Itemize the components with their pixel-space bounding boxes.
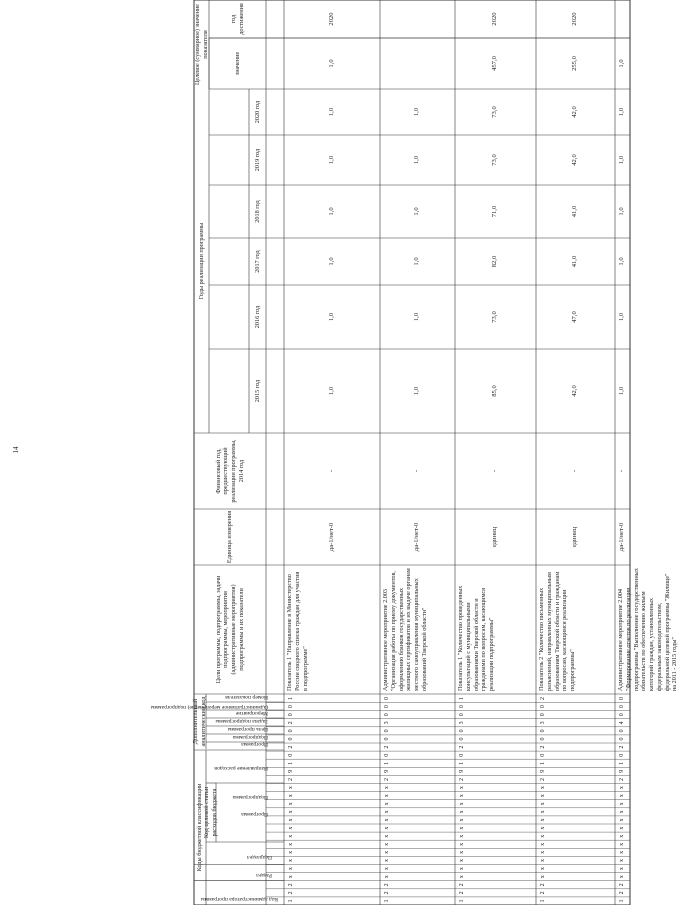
code-digit: x — [619, 842, 625, 846]
code-digit: 2 — [459, 891, 465, 895]
code-digit: 0 — [384, 737, 390, 741]
code-digit: 2 — [540, 745, 546, 749]
row-year-value: 1,0 — [413, 386, 421, 396]
header-budget-codes: Коды бюджетной классификации — [196, 783, 204, 872]
code-digit: 0 — [288, 753, 294, 757]
code-digit: x — [288, 850, 294, 854]
code-digit: x — [384, 802, 390, 806]
header-years-group: Годы реализации программы — [197, 222, 205, 300]
row-year-value: 1,0 — [413, 207, 421, 216]
header-target-article: Код целевой статьи расходов бюджета — [203, 786, 218, 839]
code-digit: x — [540, 834, 546, 838]
code-digit: x — [540, 875, 546, 879]
code-digit: x — [619, 802, 625, 806]
row-year-value: 85,0 — [491, 385, 499, 397]
code-digit: x — [288, 818, 294, 822]
code-digit: x — [540, 859, 546, 862]
code-digit: x — [619, 867, 625, 871]
code-digit: x — [459, 794, 465, 798]
code-digit: 0 — [619, 729, 625, 733]
code-digit: x — [459, 834, 465, 838]
code-digit: 0 — [288, 737, 294, 741]
row-year-value: 1,0 — [413, 155, 421, 165]
code-digit: 2 — [288, 745, 294, 749]
code-digit: x — [288, 786, 294, 790]
code-digit: x — [288, 859, 294, 862]
code-digit: 0 — [459, 705, 465, 709]
code-digit: x — [459, 850, 465, 854]
code-digit: 9 — [540, 769, 546, 773]
code-digit: 9 — [459, 769, 465, 773]
code-digit: x — [384, 875, 390, 879]
code-digit: x — [459, 842, 465, 846]
code-digit: x — [540, 810, 546, 814]
row-name: Показатель 1 "Количество проведенных консультаций с муниципальными образованиями Тверской области и гражданами по вопросам, касающимся реализации подпрограммы" — [457, 585, 495, 691]
code-digit: x — [459, 859, 465, 862]
code-digit: 1 — [459, 761, 465, 765]
header-a-goal: Цель программы — [227, 726, 268, 732]
code-digit: 9 — [619, 769, 625, 773]
code-digit: x — [619, 826, 625, 830]
row-year-value: 1,0 — [618, 386, 626, 396]
row-year-value: 1,0 — [413, 107, 421, 117]
row-target-value: 457,0 — [491, 56, 499, 71]
code-digit: 2 — [288, 891, 294, 895]
code-digit: 1 — [288, 697, 294, 700]
row-target-year: 2020 — [327, 12, 335, 26]
code-digit: 0 — [540, 737, 546, 741]
code-digit: x — [459, 875, 465, 879]
code-digit: x — [619, 850, 625, 854]
row-year-value: 73,0 — [491, 106, 499, 118]
row-year-value: 1,0 — [618, 257, 626, 266]
code-digit: 0 — [459, 737, 465, 741]
row-year-value: 1,0 — [618, 312, 626, 322]
code-digit: 2 — [459, 778, 465, 781]
code-digit: 3 — [459, 721, 465, 725]
header-year: 2019 год — [253, 148, 261, 172]
code-digit: x — [384, 826, 390, 830]
row-fin: - — [327, 469, 335, 473]
code-digit: 0 — [619, 753, 625, 757]
code-digit: 4 — [619, 721, 625, 725]
code-digit: x — [459, 867, 465, 871]
row-unit: единиц — [491, 526, 499, 548]
code-digit: 3 — [540, 721, 546, 725]
code-digit: x — [540, 786, 546, 790]
code-digit: 0 — [288, 705, 294, 709]
code-digit: 0 — [540, 713, 546, 717]
header-expense-direction: Направление расходов — [214, 765, 268, 771]
header-names: Цели программы, подпрограммы, задачи подпрограммы, мероприятия (административные мероприятия) подпрограммы и их показатели — [214, 575, 245, 684]
row-unit: да-1/нет-0 — [413, 522, 421, 552]
row-year-value: 82,0 — [491, 255, 499, 268]
code-digit: 2 — [619, 883, 625, 887]
code-digit: x — [384, 818, 390, 822]
code-digit: x — [540, 818, 546, 822]
code-digit: 0 — [288, 729, 294, 733]
code-digit: 0 — [384, 729, 390, 733]
row-target-value: 255,0 — [571, 56, 579, 71]
code-digit: 0 — [384, 697, 390, 700]
code-digit: 2 — [619, 778, 625, 781]
code-digit: 2 — [384, 745, 390, 749]
code-digit: x — [384, 842, 390, 846]
row-year-value: 1,0 — [413, 312, 421, 322]
row-year-value: 42,0 — [571, 106, 579, 118]
code-digit: 2 — [540, 778, 546, 781]
code-digit: x — [619, 875, 625, 879]
row-year-value: 1,0 — [618, 155, 626, 165]
code-digit: x — [288, 810, 294, 814]
code-digit: x — [384, 834, 390, 838]
row-unit: да-1/нет-0 — [327, 522, 335, 552]
code-digit: 1 — [619, 761, 625, 765]
code-digit: x — [288, 794, 294, 798]
code-digit: x — [619, 859, 625, 862]
code-digit: x — [540, 842, 546, 846]
header-a-task: Задача подпрограммы — [215, 718, 268, 724]
row-year-value: 73,0 — [491, 311, 499, 323]
row-year-value: 41,0 — [571, 255, 579, 268]
code-digit: x — [288, 875, 294, 879]
header-a-indicator-no: Номер показателя — [225, 694, 268, 700]
row-year-value: 47,0 — [571, 311, 579, 323]
header-year: 2015 год — [253, 379, 261, 403]
code-digit: 0 — [384, 753, 390, 757]
header-admin-code: Код администратора программы — [200, 896, 278, 902]
row-target-year: 2020 — [571, 12, 579, 26]
code-digit: 2 — [619, 891, 625, 895]
code-digit: 2 — [384, 883, 390, 887]
code-digit: x — [540, 826, 546, 830]
row-target-year — [615, 0, 630, 38]
row-name: Показатель 1 "Направление в Министерство России сводного списка граждан для участия в подпрограмме" — [286, 571, 309, 691]
row-year-value: 41,0 — [571, 205, 579, 218]
row-year-value: 1,0 — [327, 107, 335, 117]
code-digit: x — [540, 850, 546, 854]
code-digit: 2 — [540, 891, 546, 895]
header-podrazdel: Подраздел — [246, 854, 272, 860]
row-name: Показатель 2 "Количество письменных разъяснений, направленных муниципальным образованиям Тверской области и гражданам по вопросам, касающимся реализации подпрограммы" — [538, 571, 576, 691]
code-digit: 9 — [288, 769, 294, 773]
row-target-year — [380, 0, 455, 38]
header-a-admin-event: (административное мероприятие) подпрограммы — [150, 704, 268, 710]
header-year: 2017 год — [253, 250, 261, 273]
code-digit: 1 — [288, 761, 294, 765]
code-digit: x — [384, 794, 390, 798]
header-fin-year: Финансовый год, предшествующий реализации программы, 2014 год — [214, 439, 245, 503]
code-digit: 1 — [459, 899, 465, 903]
row-fin: - — [618, 469, 626, 473]
header-target-year: год достижения — [229, 3, 245, 35]
code-digit: 2 — [384, 891, 390, 895]
code-digit: x — [288, 834, 294, 838]
code-digit: x — [540, 794, 546, 798]
header-program: Программа — [241, 811, 268, 817]
header-a-event: Мероприятие — [235, 710, 268, 716]
code-digit: x — [288, 867, 294, 871]
code-digit: x — [288, 842, 294, 846]
code-digit: 2 — [288, 778, 294, 781]
code-digit: x — [540, 802, 546, 806]
header-target-value: значение — [233, 51, 241, 76]
code-digit: 0 — [459, 713, 465, 717]
code-digit: 0 — [619, 705, 625, 709]
code-digit: x — [288, 802, 294, 806]
code-digit: 0 — [459, 753, 465, 757]
header-year: 2016 год — [253, 305, 261, 329]
code-digit: x — [459, 802, 465, 806]
code-digit: 3 — [384, 721, 390, 725]
code-digit: 2 — [619, 745, 625, 749]
code-digit: x — [619, 794, 625, 798]
code-digit: 0 — [540, 705, 546, 709]
code-digit: 0 — [540, 729, 546, 733]
row-year-value: 1,0 — [327, 207, 335, 216]
code-digit: 0 — [288, 713, 294, 717]
row-unit: единиц — [571, 526, 579, 548]
row-year-value: 1,0 — [327, 257, 335, 266]
code-digit: 1 — [540, 761, 546, 765]
code-digit: x — [619, 818, 625, 822]
indicator-table — [150, 0, 679, 905]
row-year-value: 1,0 — [327, 155, 335, 165]
row-year-value: 71,0 — [491, 205, 499, 218]
code-digit: 2 — [288, 721, 294, 725]
code-digit: 1 — [619, 899, 625, 903]
row-year-value: 1,0 — [327, 386, 335, 396]
row-year-value: 1,0 — [618, 207, 626, 216]
row-name: Административное мероприятие 2.004 "Формирование отчетов по реализации подпрограммы "Выполнение государственных обязательств по обеспечению жильем категорий граждан, установленных федеральным законодательством, федеральной целевой программы "Жилище" на 2011 - 2015 годы" — [617, 568, 679, 691]
header-unit: Единица измерения — [226, 510, 234, 564]
header-target-group: Целевое (суммарное) значение показателя — [193, 3, 209, 86]
code-digit: 0 — [619, 713, 625, 717]
code-digit: 2 — [459, 745, 465, 749]
header-a-subprogram: Подпрограмма — [232, 734, 268, 740]
code-digit: x — [619, 786, 625, 790]
row-year-value: 42,0 — [571, 154, 579, 166]
row-target-value — [380, 38, 455, 89]
header-razdel: Раздел — [256, 872, 272, 878]
code-digit: x — [619, 834, 625, 838]
row-year-value: 1,0 — [618, 107, 626, 117]
code-digit: x — [459, 826, 465, 830]
header-a-program: Программа — [241, 741, 268, 747]
row-target-year: 2020 — [491, 12, 499, 26]
row-target-value: 1,0 — [327, 59, 335, 68]
header-analytic-code: Дополнительный аналитический код — [192, 696, 207, 747]
code-digit: x — [384, 850, 390, 854]
code-digit: 0 — [459, 729, 465, 733]
code-digit: 0 — [384, 713, 390, 717]
code-digit: 0 — [619, 737, 625, 741]
row-year-value: 1,0 — [413, 257, 421, 266]
code-digit: 2 — [540, 883, 546, 887]
header-year: 2020 год — [253, 100, 261, 124]
code-digit: 2 — [540, 697, 546, 700]
code-digit: 2 — [384, 778, 390, 781]
code-digit: 1 — [384, 899, 390, 903]
code-digit: 0 — [384, 705, 390, 709]
row-year-value: 42,0 — [571, 385, 579, 397]
row-unit: да-1/нет-0 — [618, 522, 626, 552]
row-target-value: 1,0 — [618, 59, 626, 68]
code-digit: x — [288, 826, 294, 830]
code-digit: x — [384, 859, 390, 862]
code-digit: 2 — [459, 883, 465, 887]
code-digit: 1 — [459, 697, 465, 700]
code-digit: 2 — [288, 883, 294, 887]
row-fin: - — [413, 469, 421, 473]
code-digit: 9 — [384, 769, 390, 773]
code-digit: x — [384, 786, 390, 790]
code-digit: 1 — [384, 761, 390, 765]
code-digit: x — [384, 810, 390, 814]
row-fin: - — [571, 469, 579, 473]
row-name: Административное мероприятие 2.003 "Организация работы по приему документов, оформлению бланков государственных жилищных сертификатов и их выдаче органам местного самоуправления муниципальных образований Тверской области" — [382, 568, 428, 691]
row-fin: - — [491, 469, 499, 473]
code-digit: x — [619, 810, 625, 814]
header-year: 2018 год — [253, 200, 261, 223]
row-year-value: 1,0 — [327, 312, 335, 322]
code-digit: x — [540, 867, 546, 871]
code-digit: x — [459, 818, 465, 822]
code-digit: x — [459, 786, 465, 790]
page-number: 14 — [12, 446, 20, 454]
code-digit: 1 — [288, 899, 294, 903]
row-year-value: 73,0 — [491, 154, 499, 166]
code-digit: 1 — [540, 899, 546, 903]
code-digit: 0 — [619, 697, 625, 700]
code-digit: x — [384, 867, 390, 871]
code-digit: 0 — [540, 753, 546, 757]
header-subprogram: Подпрограмма — [232, 794, 268, 800]
code-digit: x — [459, 810, 465, 814]
